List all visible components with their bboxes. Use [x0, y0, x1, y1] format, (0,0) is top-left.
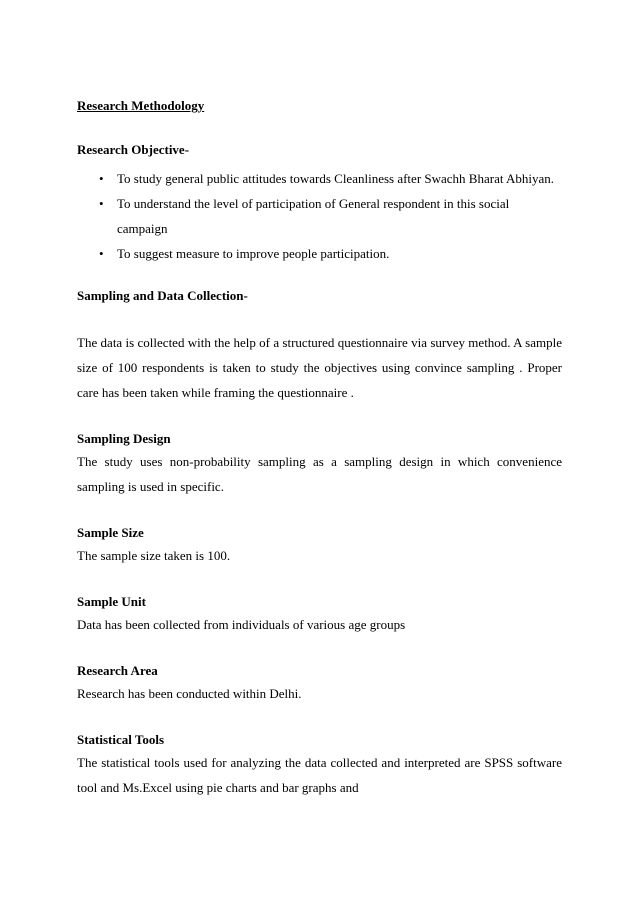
section-text-sample-size: The sample size taken is 100.	[77, 548, 231, 563]
bullet-icon: •	[99, 171, 104, 186]
section-text-sampling-data-collection: The data is collected with the help of a structured questionnaire via survey method. A sample size of 100 respondents is taken to study the objectives using convince sampling . Proper care has been taken while framing the questionnaire .	[77, 335, 562, 400]
section-heading-research-area: Research Area	[77, 663, 158, 678]
list-item-text: To understand the level of participation of General respondent in this social campaign	[117, 196, 510, 236]
section-heading-sampling-design: Sampling Design	[77, 431, 171, 446]
list-item-text: To study general public attitudes towards Cleanliness after Swachh Bharat Abhiyan.	[117, 171, 555, 186]
section-text-sample-unit: Data has been collected from individuals of various age groups	[77, 617, 406, 632]
section-sample-size	[77, 523, 562, 568]
section-text-sampling-design: The study uses non-probability sampling as a sampling design in which convenience sampling is used in specific.	[77, 454, 562, 494]
page-title: Research Methodology	[77, 98, 205, 113]
section-text-statistical-tools: The statistical tools used for analyzing the data collected and interpreted are SPSS software tool and Ms.Excel using pie charts and bar graphs and	[77, 755, 562, 795]
section-heading-sample-size: Sample Size	[77, 525, 144, 540]
bullet-icon: •	[99, 246, 104, 261]
list-item	[77, 191, 562, 241]
list-item	[77, 241, 562, 266]
section-sampling-design	[77, 429, 562, 499]
section-heading-sample-unit: Sample Unit	[77, 594, 146, 609]
section-sample-unit	[77, 592, 562, 637]
document-page	[77, 96, 562, 800]
objective-list	[77, 166, 562, 266]
section-research-objective	[77, 140, 562, 266]
section-sampling-data-collection	[77, 286, 562, 405]
section-heading-research-objective: Research Objective-	[77, 142, 190, 157]
section-statistical-tools	[77, 730, 562, 800]
section-heading-sampling-data-collection: Sampling and Data Collection-	[77, 288, 248, 303]
list-item	[77, 166, 562, 191]
section-heading-statistical-tools: Statistical Tools	[77, 732, 165, 747]
bullet-icon: •	[99, 196, 104, 211]
list-item-text: To suggest measure to improve people participation.	[117, 246, 390, 261]
section-text-research-area: Research has been conducted within Delhi.	[77, 686, 302, 701]
section-research-area	[77, 661, 562, 706]
